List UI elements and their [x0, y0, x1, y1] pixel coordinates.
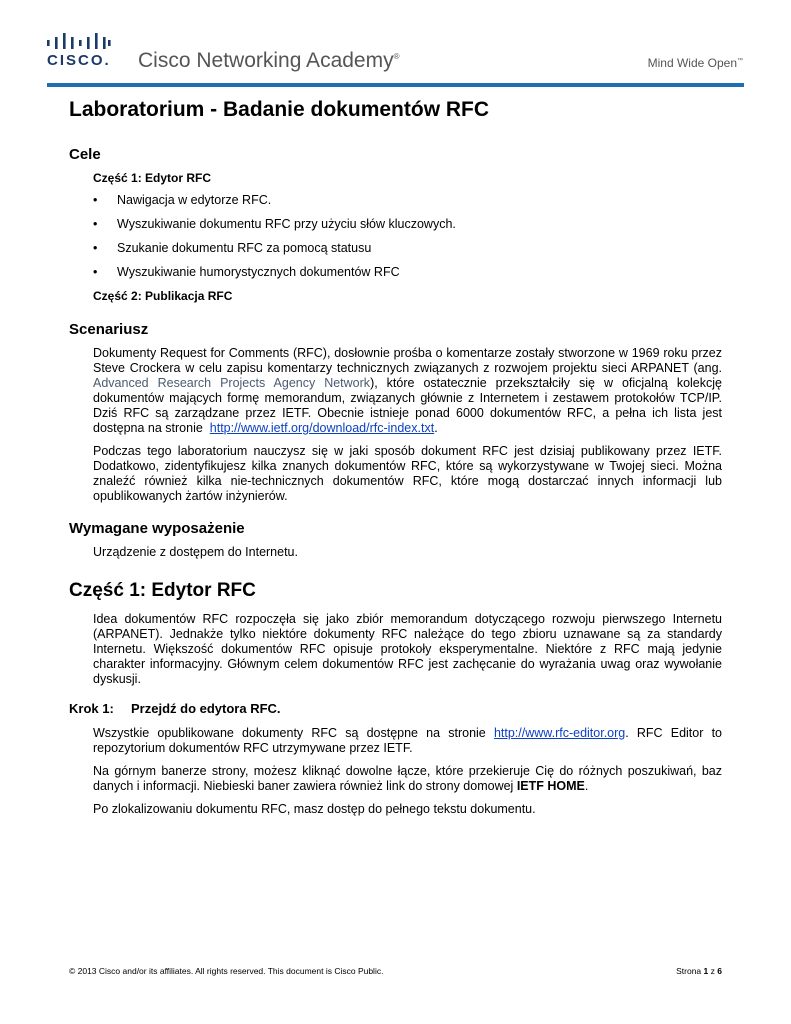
footer-page-number — [676, 966, 722, 976]
document-body — [69, 96, 722, 825]
academy-name — [138, 49, 400, 73]
text: Wszystkie opublikowane dokumenty RFC są dostępne na stronie — [93, 726, 486, 740]
list-item — [93, 265, 722, 279]
section-heading-part1: Część 1: Edytor RFC — [69, 580, 256, 601]
part1-list — [93, 193, 722, 279]
tagline — [648, 56, 743, 70]
rfc-index-link[interactable]: http://www.ietf.org/download/rfc-index.txt — [209, 421, 435, 435]
list-item — [93, 193, 722, 207]
rfc-editor-link[interactable]: http://www.rfc-editor.org — [493, 726, 626, 740]
part1-label: Część 1: Edytor RFC — [93, 171, 212, 185]
scenariusz-section — [93, 346, 722, 504]
page-total: 6 — [717, 966, 722, 976]
trademark-mark: ™ — [737, 58, 743, 64]
list-item — [93, 217, 722, 231]
text: . RFC Editor to repozytorium dokumentów RFC utrzymywane przez IETF. — [93, 726, 722, 755]
cele-section — [93, 171, 722, 303]
ietf-home-bold: IETF HOME — [516, 779, 585, 793]
section-heading-cele: Cele — [69, 146, 101, 163]
header-rule — [47, 83, 744, 87]
step-number: Krok 1: — [69, 701, 114, 716]
bullet-icon: • — [93, 217, 98, 231]
scenariusz-paragraph-2: Podczas tego laboratorium nauczysz się w jaki sposób dokument RFC jest dzisiaj publikowany przez IETF. Dodatkowo, zidentyfikujesz kilka znanych dokumentów RFC, które są wykorzystywane w Twojej sieci. Można znaleźć również kilka nie-technicznych dokumentów RFC, które mogą dostarczać innych informacji lub opublikowanych żartów inżynierów. — [93, 444, 722, 503]
footer-copyright: © 2013 Cisco and/or its affiliates. All rights reserved. This document is Cisco Public. — [69, 966, 384, 976]
page-title: Laboratorium - Badanie dokumentów RFC — [69, 98, 490, 121]
list-item-text: Szukanie dokumentu RFC za pomocą statusu — [117, 241, 372, 255]
part1-section — [93, 612, 722, 687]
bullet-icon: • — [93, 193, 98, 207]
bullet-icon: • — [93, 241, 98, 255]
academy-name-text: Cisco Networking Academy — [138, 49, 394, 72]
part1-paragraph: Idea dokumentów RFC rozpoczęła się jako zbiór memorandum dotyczącego rozwoju pierwszego Internetu (ARPANET). Jednakże tylko niektóre dokumenty RFC należące do tego zbioru uznawane są za standardy Internetu. Większość dokumentów RFC opisuje protokoły eksperymentalne. Niektóre z RFC mają jedynie charakter informacyjny. Głównym celem dokumentów RFC jest zachęcanie do wyrażania uwag oraz wywołanie dyskusji. — [93, 612, 722, 686]
text: Dokumenty Request for Comments (RFC), dosłownie prośba o komentarze zostały stworzone w 1969 roku przez Steve Crockera w celu zapisu komentarzy technicznych związanych z rozwojem projektu sieci ARPANET (ang. — [93, 346, 722, 375]
tagline-text: Mind Wide Open — [647, 56, 737, 70]
list-item-text: Wyszukiwanie humorystycznych dokumentów RFC — [117, 265, 400, 279]
section-heading-wyposazenie: Wymagane wyposażenie — [69, 520, 245, 537]
bullet-icon: • — [93, 265, 98, 279]
wyposazenie-text: Urządzenie z dostępem do Internetu. — [93, 545, 298, 559]
page-of: z — [710, 966, 715, 976]
list-item-text: Wyszukiwanie dokumentu RFC przy użyciu słów kluczowych. — [117, 217, 456, 231]
text: Na górnym banerze strony, możesz kliknąć dowolne łącze, które przekieruje Cię do różnych poszukiwań, baz danych i informacji. Niebieski baner zawiera również link do strony domowej — [93, 764, 722, 793]
step-title: Przejdź do edytora RFC. — [131, 701, 281, 716]
step-paragraph-2 — [93, 764, 722, 794]
step-paragraph-3: Po zlokalizowaniu dokumentu RFC, masz dostęp do pełnego tekstu dokumentu. — [93, 802, 536, 816]
section-heading-scenariusz: Scenariusz — [69, 321, 149, 338]
registered-mark: ® — [393, 52, 400, 61]
text: . — [434, 421, 438, 435]
page-current: 1 — [703, 966, 709, 976]
wyposazenie-section — [93, 545, 722, 560]
cisco-logo-bars-icon — [47, 33, 111, 49]
list-item — [93, 241, 722, 255]
cisco-logo-word: CISCO. — [47, 52, 111, 69]
text: ), które ostatecznie przekształciły się w oficjalną kolekcję dokumentów mających formę memorandum, związanych głównie z Internetem i zestawem protokołów TCP/IP. Dziś RFC są zarządzane przez IETF. Obecnie istnieje ponad 6000 dokumentów RFC, a pełna ich lista jest dostępna na stronie — [93, 376, 722, 435]
step-section — [93, 726, 722, 817]
scenariusz-paragraph-1 — [93, 346, 722, 436]
part2-label: Część 2: Publikacja RFC — [93, 289, 233, 303]
list-item-text: Nawigacja w edytorze RFC. — [117, 193, 272, 207]
step-paragraph-1 — [93, 726, 722, 756]
text: . — [584, 779, 589, 793]
page-prefix: Strona — [676, 966, 702, 976]
step-heading — [69, 701, 722, 716]
text-muted: Advanced Research Projects Agency Network — [93, 376, 371, 390]
